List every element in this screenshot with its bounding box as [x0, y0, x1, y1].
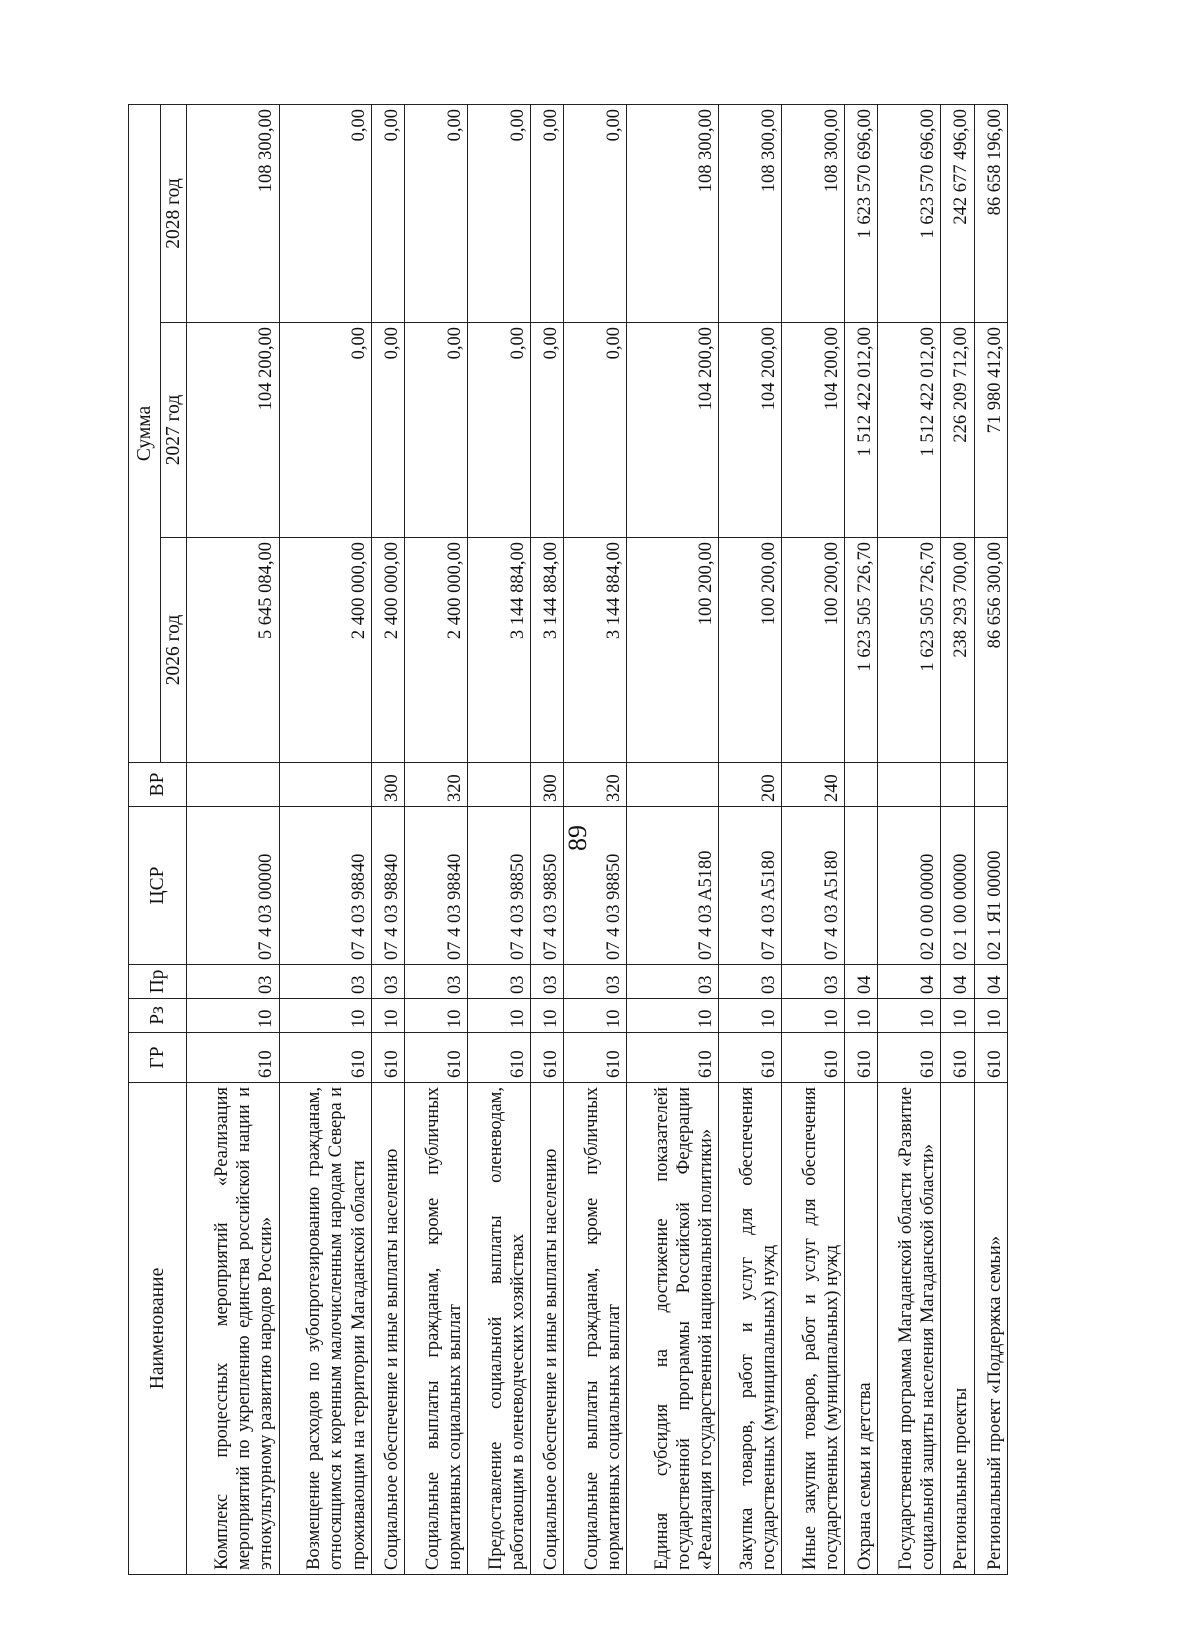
cell-y2026: 100 200,00	[627, 538, 719, 763]
cell-y2026: 100 200,00	[782, 538, 845, 763]
cell-gr: 610	[974, 1033, 1007, 1083]
cell-rz: 10	[187, 999, 279, 1033]
cell-y2027: 226 209 712,00	[941, 323, 974, 538]
table-row	[468, 105, 531, 1575]
cell-vr: 300	[530, 763, 563, 807]
cell-y2026: 3 144 884,00	[468, 538, 531, 763]
table-row	[371, 105, 404, 1575]
cell-name: Социальное обеспечение и иные выплаты населению	[530, 1083, 563, 1575]
cell-y2027: 0,00	[279, 323, 371, 538]
cell-y2028: 0,00	[530, 105, 563, 323]
cell-y2027: 1 512 422 012,00	[844, 323, 877, 538]
table-row	[782, 105, 845, 1575]
page-number: 89	[563, 825, 592, 851]
cell-pr: 03	[530, 965, 563, 999]
cell-rz: 10	[974, 999, 1007, 1033]
cell-rz: 10	[468, 999, 531, 1033]
cell-rz: 10	[719, 999, 782, 1033]
cell-name: Социальное обеспечение и иные выплаты населению	[371, 1083, 404, 1575]
cell-gr: 610	[405, 1033, 468, 1083]
header-pr: Пр	[129, 965, 187, 999]
cell-y2028: 0,00	[279, 105, 371, 323]
cell-y2027: 0,00	[468, 323, 531, 538]
cell-csr: 02 1 00 00000	[941, 807, 974, 965]
cell-vr	[468, 763, 531, 807]
cell-name: Социальные выплаты гражданам, кроме публичных нормативных социальных выплат	[405, 1083, 468, 1575]
cell-y2026: 5 645 084,00	[187, 538, 279, 763]
cell-csr: 07 4 03 98850	[530, 807, 563, 965]
cell-gr: 610	[941, 1033, 974, 1083]
cell-pr: 03	[405, 965, 468, 999]
cell-gr: 610	[530, 1033, 563, 1083]
cell-gr: 610	[719, 1033, 782, 1083]
cell-gr: 610	[187, 1033, 279, 1083]
cell-name: Иные закупки товаров, работ и услуг для обеспечения государственных (муниципальных) нужд	[782, 1083, 845, 1575]
budget-table	[128, 104, 1008, 1575]
cell-y2026: 3 144 884,00	[564, 538, 627, 763]
cell-y2028: 0,00	[371, 105, 404, 323]
cell-csr: 07 4 03 98840	[279, 807, 371, 965]
cell-csr: 07 4 03 98840	[371, 807, 404, 965]
table-row	[405, 105, 468, 1575]
cell-name: Закупка товаров, работ и услуг для обеспечения государственных (муниципальных) нужд	[719, 1083, 782, 1575]
cell-pr: 03	[468, 965, 531, 999]
cell-y2027: 0,00	[405, 323, 468, 538]
cell-gr: 610	[782, 1033, 845, 1083]
cell-pr: 03	[371, 965, 404, 999]
cell-vr: 200	[719, 763, 782, 807]
cell-y2028: 242 677 496,00	[941, 105, 974, 323]
rotated-page	[128, 105, 1008, 1575]
cell-name: Региональные проекты	[941, 1083, 974, 1575]
cell-pr: 03	[782, 965, 845, 999]
header-2027: 2027 год	[161, 323, 187, 538]
cell-y2028: 108 300,00	[627, 105, 719, 323]
table-header	[129, 105, 187, 1575]
header-2026: 2026 год	[161, 538, 187, 763]
cell-y2026: 1 623 505 726,70	[844, 538, 877, 763]
header-gr: ГР	[129, 1033, 187, 1083]
cell-rz: 10	[405, 999, 468, 1033]
cell-y2026: 238 293 700,00	[941, 538, 974, 763]
cell-csr: 07 4 03 A5180	[719, 807, 782, 965]
cell-rz: 10	[844, 999, 877, 1033]
header-2028: 2028 год	[161, 105, 187, 323]
cell-name: Охрана семьи и детства	[844, 1083, 877, 1575]
cell-y2028: 0,00	[468, 105, 531, 323]
table-row	[627, 105, 719, 1575]
cell-name: Социальные выплаты гражданам, кроме публичных нормативных социальных выплат	[564, 1083, 627, 1575]
cell-csr: 02 0 00 00000	[878, 807, 941, 965]
cell-y2026: 3 144 884,00	[530, 538, 563, 763]
cell-vr	[941, 763, 974, 807]
cell-vr	[627, 763, 719, 807]
cell-gr: 610	[371, 1033, 404, 1083]
cell-y2026: 100 200,00	[719, 538, 782, 763]
cell-gr: 610	[564, 1033, 627, 1083]
cell-y2026: 2 400 000,00	[405, 538, 468, 763]
cell-y2027: 1 512 422 012,00	[878, 323, 941, 538]
header-rz: Рз	[129, 999, 187, 1033]
cell-name: Возмещение расходов по зубопротезированию гражданам, относящимся к коренным малочисленным народам Севера и проживающим на территории Магаданской области	[279, 1083, 371, 1575]
cell-vr: 240	[782, 763, 845, 807]
cell-csr: 07 4 03 A5180	[627, 807, 719, 965]
cell-y2027: 0,00	[564, 323, 627, 538]
cell-y2027: 104 200,00	[187, 323, 279, 538]
table-row	[974, 105, 1007, 1575]
cell-name: Предоставление социальной выплаты оленеводам, работающим в оленеводческих хозяйствах	[468, 1083, 531, 1575]
cell-name: Государственная программа Магаданской области «Развитие социальной защиты населения Магаданской области»	[878, 1083, 941, 1575]
cell-pr: 03	[187, 965, 279, 999]
cell-gr: 610	[468, 1033, 531, 1083]
cell-y2028: 108 300,00	[719, 105, 782, 323]
cell-rz: 10	[371, 999, 404, 1033]
table-row	[878, 105, 941, 1575]
cell-pr: 03	[564, 965, 627, 999]
cell-pr: 04	[878, 965, 941, 999]
cell-pr: 03	[279, 965, 371, 999]
cell-vr	[187, 763, 279, 807]
cell-y2028: 86 658 196,00	[974, 105, 1007, 323]
cell-csr: 02 1 Я1 00000	[974, 807, 1007, 965]
cell-name: Региональный проект «Поддержка семьи»	[974, 1083, 1007, 1575]
cell-y2027: 71 980 412,00	[974, 323, 1007, 538]
cell-vr: 320	[405, 763, 468, 807]
cell-vr: 300	[371, 763, 404, 807]
cell-pr: 03	[719, 965, 782, 999]
cell-csr: 07 4 03 A5180	[782, 807, 845, 965]
cell-y2027: 104 200,00	[782, 323, 845, 538]
cell-csr: 07 4 03 98840	[405, 807, 468, 965]
table-row	[941, 105, 974, 1575]
cell-y2028: 0,00	[405, 105, 468, 323]
cell-y2028: 1 623 570 696,00	[844, 105, 877, 323]
cell-y2026: 2 400 000,00	[279, 538, 371, 763]
cell-vr: 320	[564, 763, 627, 807]
cell-rz: 10	[564, 999, 627, 1033]
cell-rz: 10	[941, 999, 974, 1033]
cell-y2027: 0,00	[530, 323, 563, 538]
cell-y2027: 0,00	[371, 323, 404, 538]
cell-rz: 10	[627, 999, 719, 1033]
cell-y2028: 108 300,00	[782, 105, 845, 323]
table-body	[187, 105, 1008, 1575]
cell-pr: 03	[627, 965, 719, 999]
cell-y2027: 104 200,00	[719, 323, 782, 538]
table-row	[564, 105, 627, 1575]
cell-vr	[844, 763, 877, 807]
header-vr: ВР	[129, 763, 187, 807]
cell-y2027: 104 200,00	[627, 323, 719, 538]
cell-vr	[974, 763, 1007, 807]
header-name: Наименование	[129, 1083, 187, 1575]
cell-y2026: 1 623 505 726,70	[878, 538, 941, 763]
cell-gr: 610	[279, 1033, 371, 1083]
table-row	[279, 105, 371, 1575]
cell-gr: 610	[844, 1033, 877, 1083]
cell-y2028: 108 300,00	[187, 105, 279, 323]
cell-y2028: 0,00	[564, 105, 627, 323]
header-csr: ЦСР	[129, 807, 187, 965]
cell-name: Единая субсидия на достижение показателей государственной программы Российской Федерации «Реализация государственной национальной политики»	[627, 1083, 719, 1575]
cell-rz: 10	[878, 999, 941, 1033]
cell-pr: 04	[844, 965, 877, 999]
cell-pr: 04	[941, 965, 974, 999]
cell-csr: 07 4 03 98850	[468, 807, 531, 965]
cell-y2028: 1 623 570 696,00	[878, 105, 941, 323]
table-row	[187, 105, 279, 1575]
cell-pr: 04	[974, 965, 1007, 999]
table-row	[719, 105, 782, 1575]
table-row	[530, 105, 563, 1575]
cell-vr	[279, 763, 371, 807]
cell-name: Комплекс процессных мероприятий «Реализация мероприятий по укреплению единства российской нации и этнокультурному развитию народов России»	[187, 1083, 279, 1575]
cell-csr: 07 4 03 00000	[187, 807, 279, 965]
cell-rz: 10	[279, 999, 371, 1033]
header-sum: Сумма	[129, 105, 161, 763]
cell-y2026: 2 400 000,00	[371, 538, 404, 763]
cell-vr	[878, 763, 941, 807]
cell-gr: 610	[878, 1033, 941, 1083]
cell-gr: 610	[627, 1033, 719, 1083]
cell-y2026: 86 656 300,00	[974, 538, 1007, 763]
table-row	[844, 105, 877, 1575]
cell-rz: 10	[782, 999, 845, 1033]
cell-rz: 10	[530, 999, 563, 1033]
cell-csr: 07 4 03 98850	[564, 807, 627, 965]
cell-csr	[844, 807, 877, 965]
